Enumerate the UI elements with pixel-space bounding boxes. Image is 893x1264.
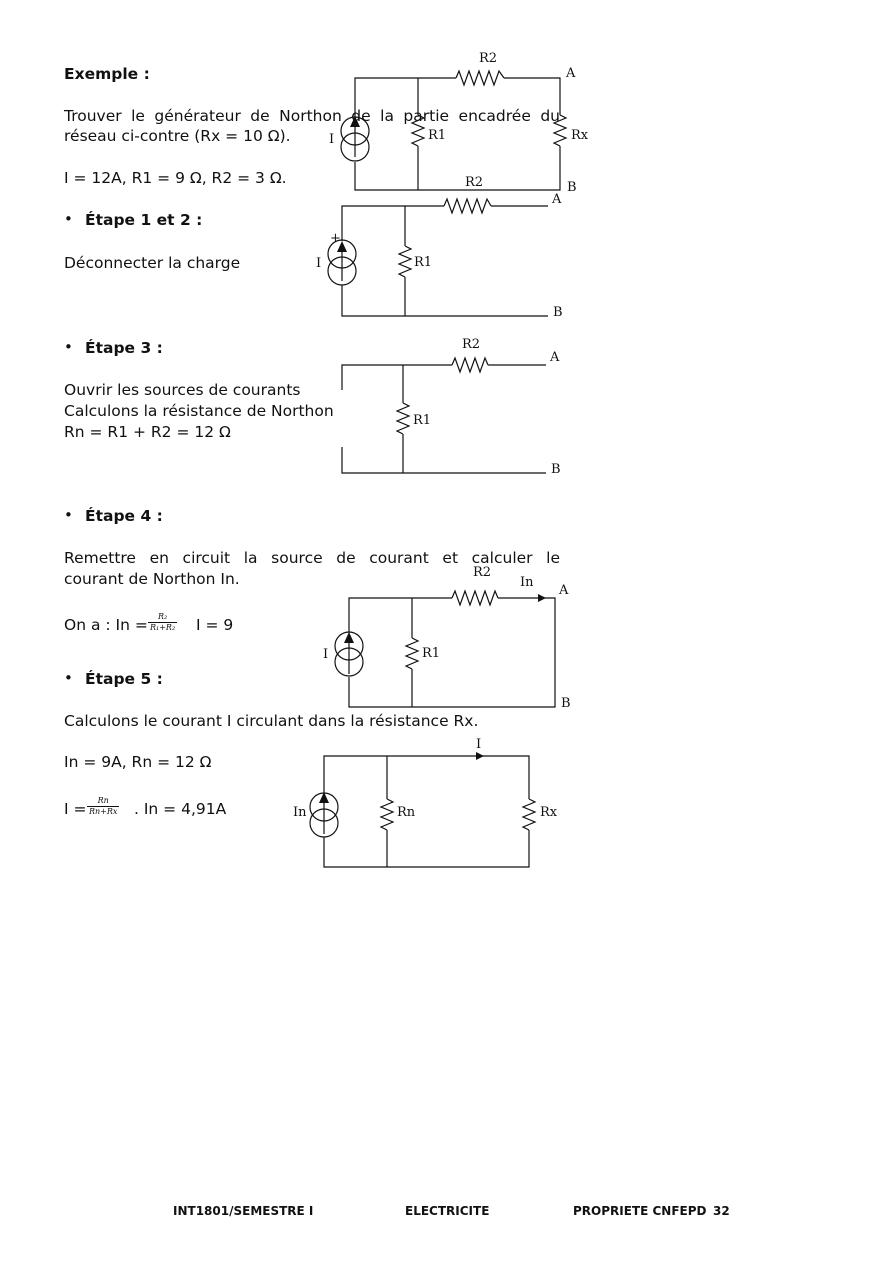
step4-formula-prefix: On a : In = <box>64 616 148 634</box>
step3-formula: Rn = R1 + R2 = 12 Ω <box>64 423 231 441</box>
step5-frac-den: Rn+Rx <box>89 807 118 816</box>
step3-title: Étape 3 : <box>85 339 163 357</box>
footer-owner: PROPRIETE CNFEPD <box>573 1204 707 1218</box>
step4-title: Étape 4 : <box>85 507 163 525</box>
circuit-4 <box>323 565 571 711</box>
example-givens: I = 12A, R1 = 9 Ω, R2 = 3 Ω. <box>64 169 287 187</box>
c5-label-rx: Rx <box>540 805 558 820</box>
c3-label-b: B <box>551 462 561 477</box>
step4-fraction <box>148 612 177 633</box>
c2-label-plus: + <box>330 231 341 246</box>
c1-label-r1: R1 <box>428 128 447 143</box>
circuit-3 <box>342 337 561 477</box>
step4-line1: Remettre en circuit la source de courant et calculer le <box>64 549 560 567</box>
c1-label-a: A <box>566 66 576 81</box>
step4-frac-den: R₁+R₂ <box>150 623 176 632</box>
step5-fraction <box>87 796 119 817</box>
c4-label-a: A <box>559 583 569 598</box>
example-line1: Trouver le générateur de Northon de la partie encadrée du <box>64 107 560 125</box>
step12-title: Étape 1 et 2 : <box>85 211 203 229</box>
c3-label-r1: R1 <box>413 413 432 428</box>
example-line2: réseau ci-contre (Rx = 10 Ω). <box>64 127 291 145</box>
circuit-2 <box>316 175 563 320</box>
c4-label-i: I <box>323 647 329 662</box>
step3-line1: Ouvrir les sources de courants <box>64 381 301 399</box>
bullet-step3: • <box>64 338 73 356</box>
c5-label-i: I <box>476 737 482 752</box>
step4-line2: courant de Northon In. <box>64 570 240 588</box>
c4-label-in: In <box>520 575 534 590</box>
step3-line2: Calculons la résistance de Northon <box>64 402 334 420</box>
step5-title: Étape 5 : <box>85 670 163 688</box>
step5-values: In = 9A, Rn = 12 Ω <box>64 753 212 771</box>
c1-label-r2: R2 <box>479 51 498 66</box>
step5-frac-num: Rn <box>87 796 119 807</box>
bullet-step12: • <box>64 210 73 228</box>
c4-label-r1: R1 <box>422 646 441 661</box>
step5-formula-prefix: I = <box>64 800 87 818</box>
c2-label-b: B <box>553 305 563 320</box>
step4-formula-suffix: I = 9 <box>196 616 234 634</box>
c2-label-a: A <box>552 192 562 207</box>
c2-label-r2: R2 <box>465 175 484 190</box>
c1-label-i: I <box>329 132 335 147</box>
c1-label-rx: Rx <box>571 128 589 143</box>
step12-text: Déconnecter la charge <box>64 254 241 272</box>
footer-subject: ELECTRICITE <box>405 1204 490 1218</box>
c5-label-rn: Rn <box>397 805 416 820</box>
example-heading: Exemple : <box>64 65 150 83</box>
c3-label-a: A <box>550 350 560 365</box>
c2-label-i: I <box>316 256 322 271</box>
c4-label-r2: R2 <box>473 565 492 580</box>
bullet-step4: • <box>64 506 73 524</box>
c3-label-r2: R2 <box>462 337 481 352</box>
c1-label-b: B <box>567 180 577 195</box>
c5-label-in: In <box>293 805 307 820</box>
circuit-5 <box>293 737 558 867</box>
footer-course: INT1801/SEMESTRE I <box>173 1204 314 1218</box>
step5-text: Calculons le courant I circulant dans la résistance Rx. <box>64 712 479 730</box>
c2-label-r1: R1 <box>414 255 433 270</box>
step4-frac-num: R₂ <box>148 612 177 623</box>
footer-page-number: 32 <box>713 1204 730 1218</box>
bullet-step5: • <box>64 669 73 687</box>
step5-formula-suffix: . In = 4,91A <box>134 800 227 818</box>
c4-label-b: B <box>561 696 571 711</box>
